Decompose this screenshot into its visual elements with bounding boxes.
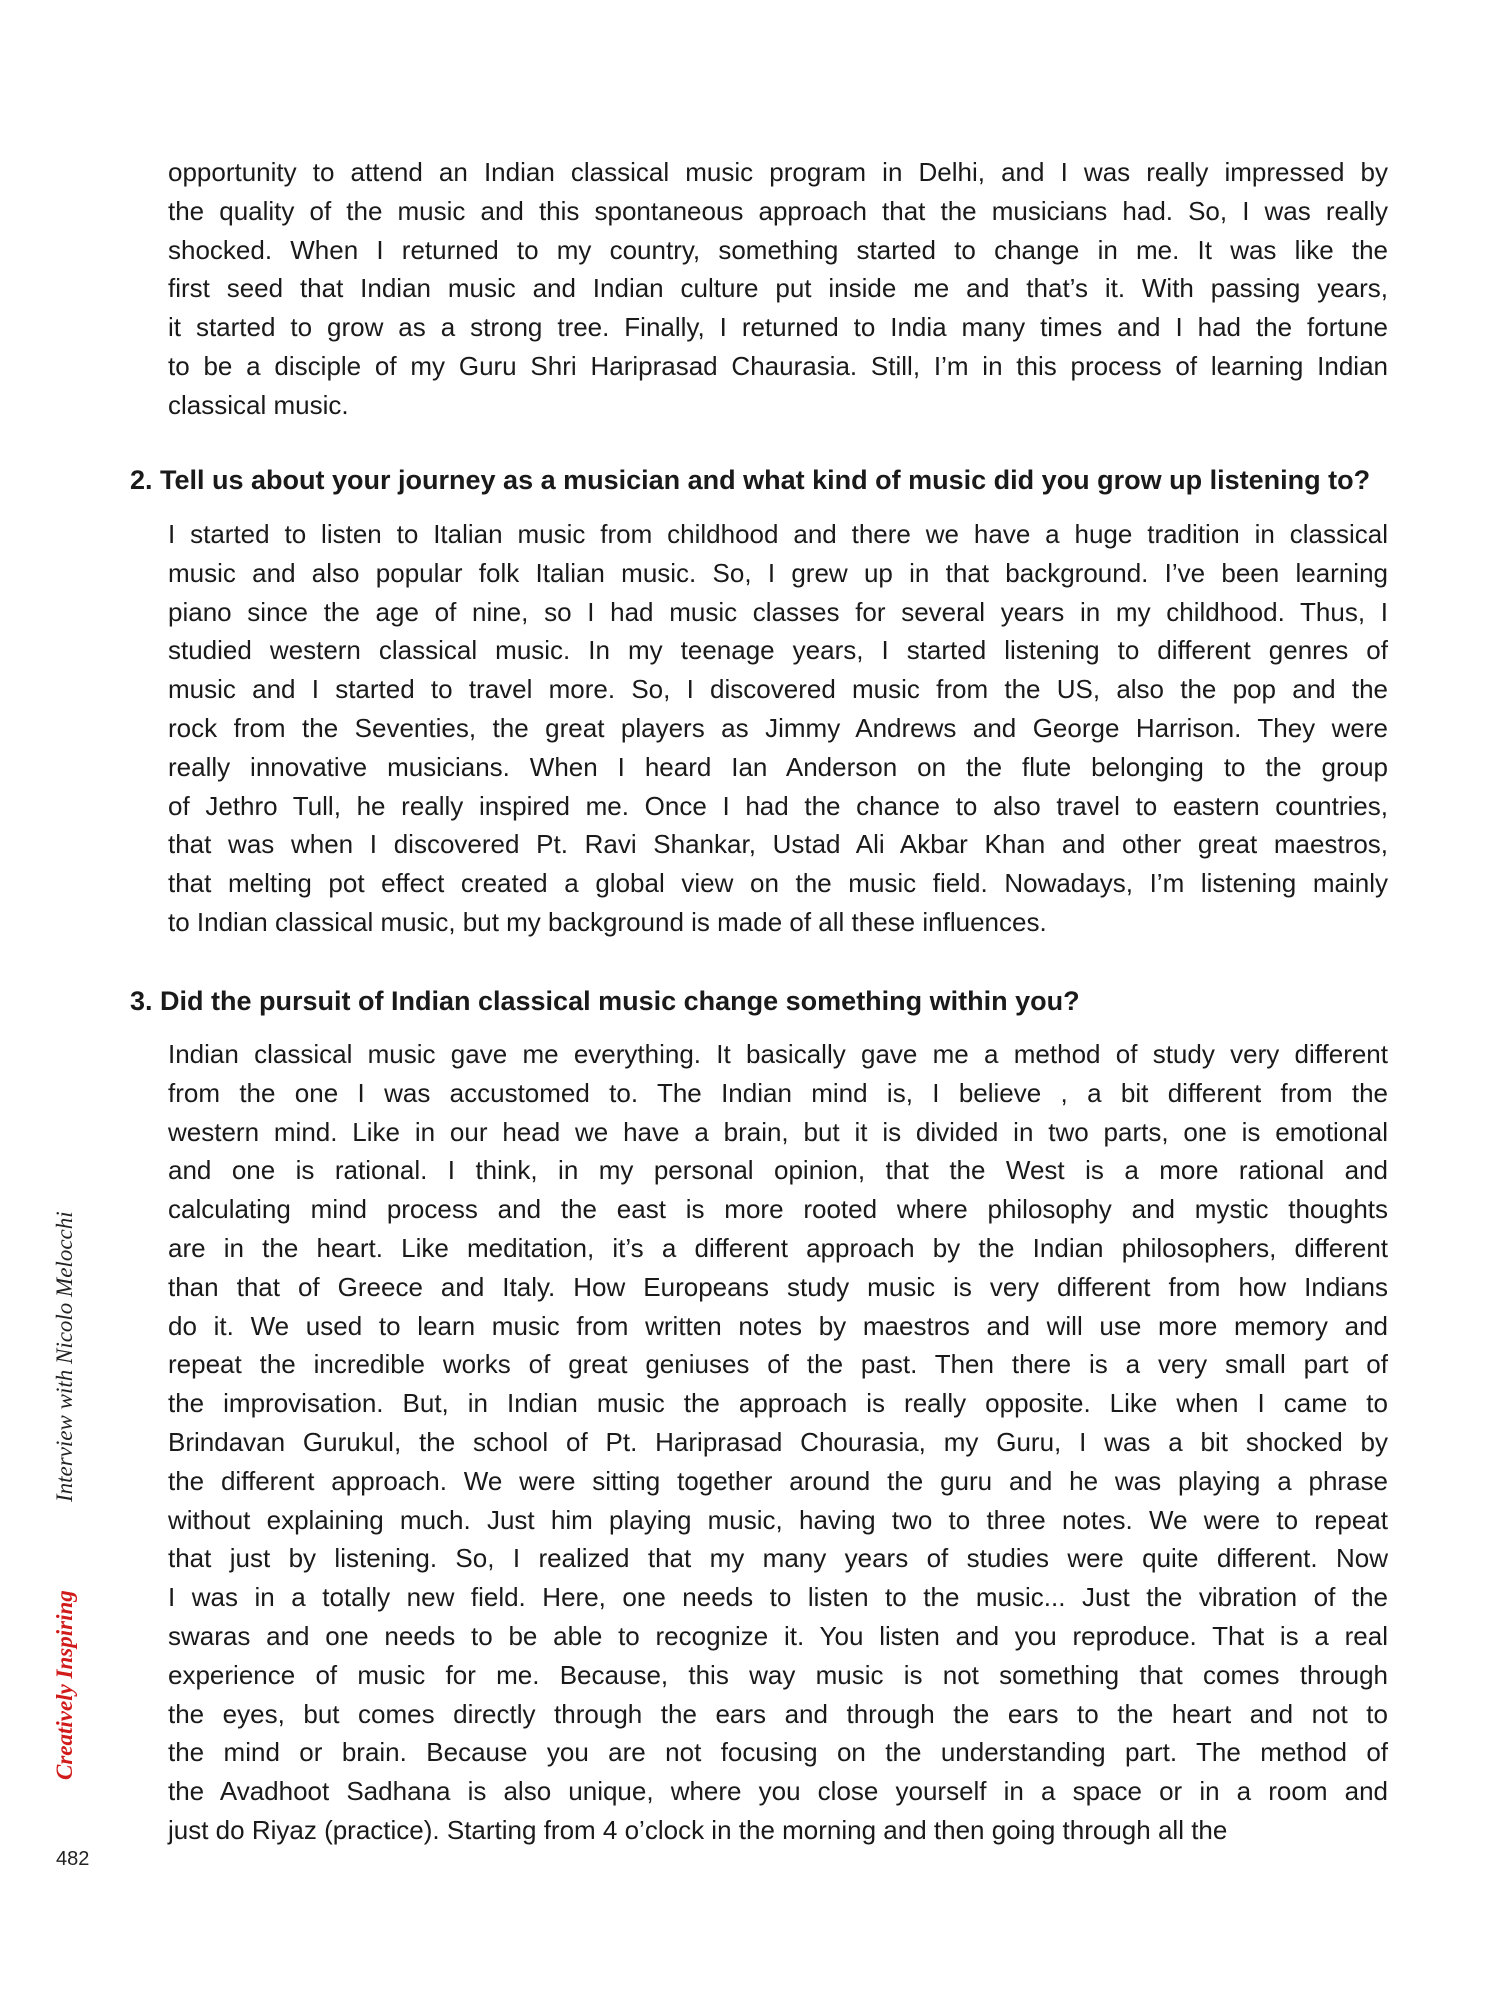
text-line: the improvisation. But, in Indian music the approach is really opposite. Like when I came to	[168, 1388, 1388, 1419]
intro-paragraph	[168, 153, 1388, 425]
text-line: without explaining much. Just him playing music, having two to three notes. We were to repeat	[168, 1504, 1388, 1535]
text-line: calculating mind process and the east is more rooted where philosophy and mystic thoughts	[168, 1194, 1388, 1225]
book-title: Creatively Inspiring	[52, 1590, 77, 1780]
text-line: western mind. Like in our head we have a brain, but it is divided in two parts, one is emotional	[168, 1116, 1388, 1147]
text-line: experience of music for me. Because, this way music is not something that comes through	[168, 1659, 1388, 1690]
text-line: opportunity to attend an Indian classical music program in Delhi, and I was really impressed by	[168, 157, 1388, 187]
text-line: than that of Greece and Italy. How Europeans study music is very different from how Indians	[168, 1271, 1388, 1302]
running-title: Interview with Nicolo Melocchi	[52, 1211, 77, 1502]
text-line: from the one I was accustomed to. The Indian mind is, I believe , a bit different from the	[168, 1077, 1388, 1108]
text-line: Indian classical music gave me everything. It basically gave me a method of study very different	[168, 1039, 1388, 1069]
question-3-heading: 3. Did the pursuit of Indian classical music change something within you?	[130, 986, 1080, 1016]
text-line: the different approach. We were sitting together around the guru and he was playing a phrase	[168, 1465, 1388, 1496]
text-line: swaras and one needs to be able to recognize it. You listen and you reproduce. That is a real	[168, 1620, 1388, 1651]
text-line: repeat the incredible works of great geniuses of the past. Then there is a very small part of	[168, 1349, 1388, 1380]
text-line: I was in a totally new field. Here, one needs to listen to the music... Just the vibration of the	[168, 1582, 1388, 1613]
page-number: 482	[56, 1848, 90, 1870]
text-line: and one is rational. I think, in my personal opinion, that the West is a more rational and	[168, 1155, 1388, 1186]
text-line: the Avadhoot Sadhana is also unique, where you close yourself in a space or in a room and	[168, 1776, 1388, 1807]
text-line: the quality of the music and this spontaneous approach that the musicians had. So, I was really	[168, 195, 1388, 226]
text-line: the eyes, but comes directly through the ears and through the ears to the heart and not to	[168, 1698, 1388, 1729]
text-line: that melting pot effect created a global view on the music field. Nowadays, I’m listening mainly	[168, 868, 1388, 899]
text-line: shocked. When I returned to my country, something started to change in me. It was like the	[168, 234, 1388, 265]
text-line: studied western classical music. In my teenage years, I started listening to different genres of	[168, 635, 1388, 666]
text-line: music and I started to travel more. So, I discovered music from the US, also the pop and the	[168, 674, 1388, 705]
text-line: music and also popular folk Italian music. So, I grew up in that background. I’ve been learning	[168, 557, 1388, 588]
text-line: that just by listening. So, I realized that my many years of studies were quite different. Now	[168, 1543, 1388, 1574]
text-line: really innovative musicians. When I heard Ian Anderson on the flute belonging to the group	[168, 751, 1388, 782]
text-line: do it. We used to learn music from written notes by maestros and will use more memory and	[168, 1310, 1388, 1341]
text-line: to be a disciple of my Guru Shri Hariprasad Chaurasia. Still, I’m in this process of learning Indian	[168, 350, 1388, 381]
answer-2-paragraph	[168, 515, 1388, 942]
text-line: the mind or brain. Because you are not focusing on the understanding part. The method of	[168, 1737, 1388, 1768]
text-line: are in the heart. Like meditation, it’s a different approach by the Indian philosophers, different	[168, 1232, 1388, 1263]
text-line: of Jethro Tull, he really inspired me. Once I had the chance to also travel to eastern countries,	[168, 790, 1388, 821]
answer-3-paragraph	[168, 1035, 1388, 1850]
text-line: first seed that Indian music and Indian culture put inside me and that’s it. With passing years,	[168, 273, 1388, 304]
text-line: classical music.	[168, 389, 349, 420]
text-line: that was when I discovered Pt. Ravi Shankar, Ustad Ali Akbar Khan and other great maestros,	[168, 829, 1388, 860]
text-line: it started to grow as a strong tree. Finally, I returned to India many times and I had the fortune	[168, 312, 1388, 343]
text-line: just do Riyaz (practice). Starting from 4 o’clock in the morning and then going through all the	[168, 1814, 1228, 1845]
text-line: rock from the Seventies, the great players as Jimmy Andrews and George Harrison. They were	[168, 712, 1388, 743]
text-line: piano since the age of nine, so I had music classes for several years in my childhood. Thus, I	[168, 596, 1388, 627]
text-line: to Indian classical music, but my background is made of all these influences.	[168, 906, 1047, 937]
question-2-heading: 2. Tell us about your journey as a musician and what kind of music did you grow up listening to?	[130, 465, 1371, 495]
text-line: Brindavan Gurukul, the school of Pt. Hariprasad Chourasia, my Guru, I was a bit shocked by	[168, 1426, 1388, 1457]
text-line: I started to listen to Italian music from childhood and there we have a huge tradition in classical	[168, 519, 1388, 549]
